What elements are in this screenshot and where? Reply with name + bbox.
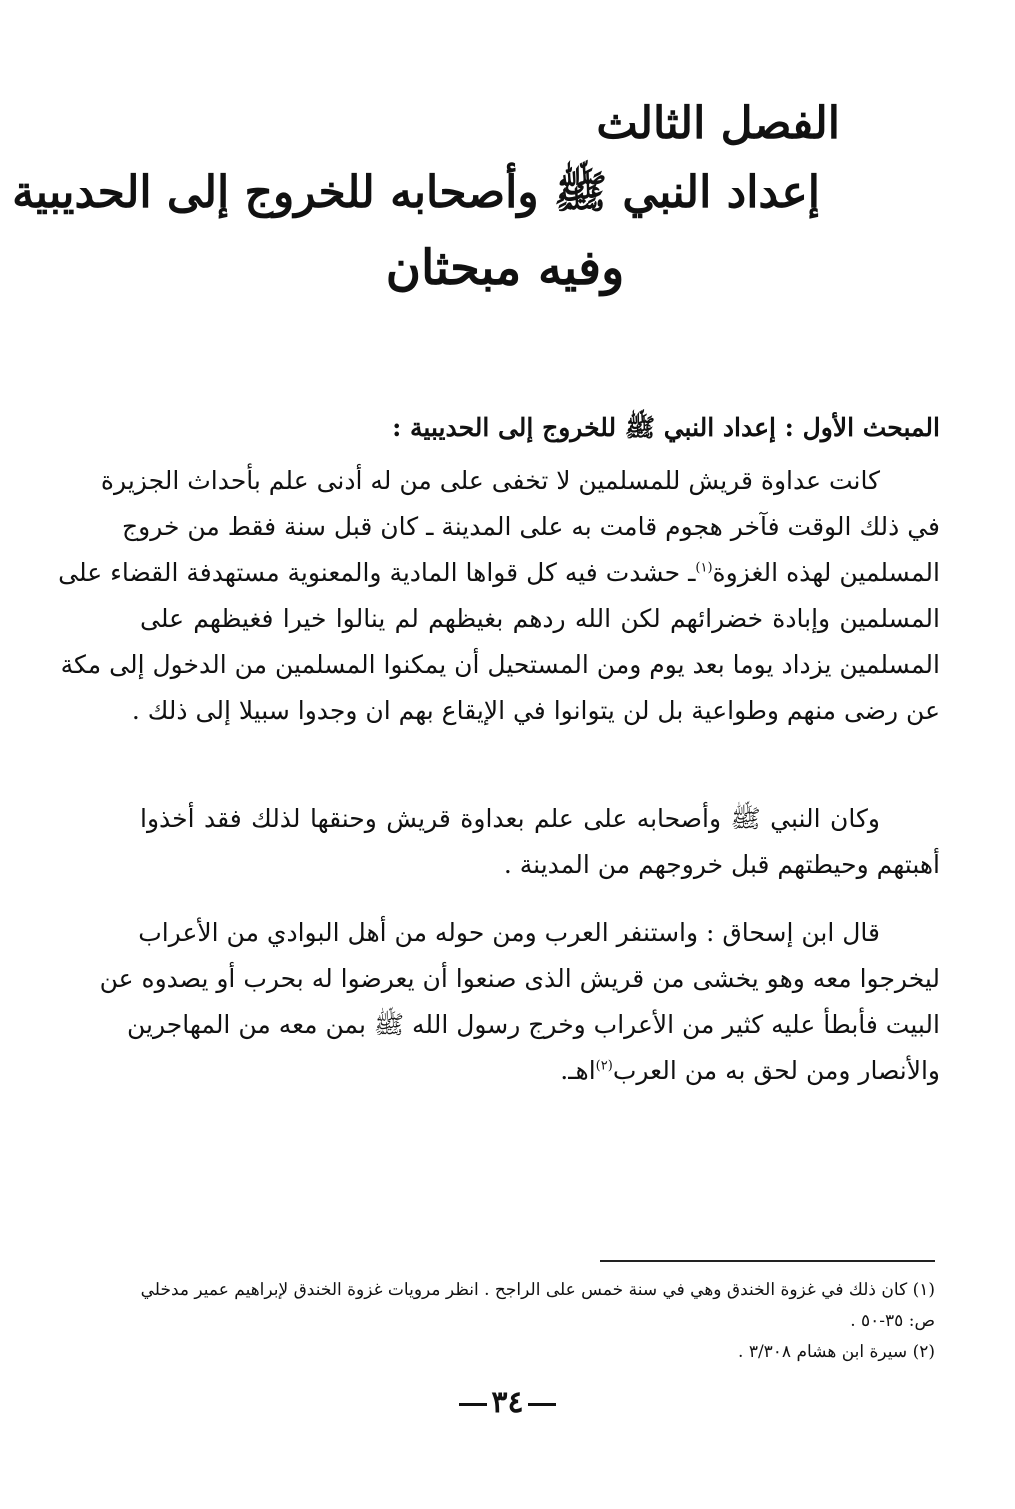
paragraph-line: ليخرجوا معه وهو يخشى من قريش الذى صنعوا أن يعرضوا له بحرب أو يصدوه عن [99,964,940,993]
paragraph-line: المسلمين يزداد يوما بعد يوم ومن المستحيل أن يمكنوا المسلمين من الدخول إلى مكة [60,650,940,679]
paragraph-line: البيت فأبطأ عليه كثير من الأعراب وخرج رسول الله ﷺ بمن معه من المهاجرين [126,1010,940,1039]
chapter-subtitle: وفيه مبحثان [385,240,625,296]
dash-left [528,1403,556,1406]
paragraph-line: كانت عداوة قريش للمسلمين لا تخفى على من له أدنى علم بأحداث الجزيرة [100,466,880,495]
paragraph-2 [140,796,940,888]
footnote-divider [600,1260,935,1262]
page-number-value: ٣٤ [491,1385,524,1420]
paragraph-3 [99,910,940,1094]
paragraph-line-with-footnote [58,550,940,596]
dash-right [459,1403,487,1406]
footnote-1-continuation: ص: ٣٥-٥٠ . [850,1311,935,1331]
paragraph-1 [58,458,940,734]
paragraph-line-part: اهـ. [560,1056,596,1085]
section-heading: المبحث الأول : إعداد النبي ﷺ للخروج إلى الحديبية : [392,413,940,442]
paragraph-line-with-footnote [140,1048,940,1094]
footnote-1: (١) كان ذلك في غزوة الخندق وهي في سنة خمس على الراجح . انظر مرويات غزوة الخندق لإبراهيم عمير مدخلي [140,1280,935,1300]
paragraph-line: المسلمين وإبادة خضرائهم لكن الله ردهم بغيظهم لم ينالوا خيرا فغيظهم على [140,604,940,633]
footnote-2: (٢) سيرة ابن هشام ٣/٣٠٨ . [738,1342,935,1362]
chapter-title: إعداد النبي ﷺ وأصحابه للخروج إلى الحديبية [12,167,820,218]
footnote-ref-1: (١) [695,560,713,576]
paragraph-line: في ذلك الوقت فآخر هجوم قامت به على المدينة ـ كان قبل سنة فقط من خروج [122,512,940,541]
paragraph-line-part: والأنصار ومن لحق به من العرب [612,1056,940,1085]
footnotes [135,1275,935,1368]
chapter-label: الفصل الثالث [596,98,840,149]
paragraph-line: وكان النبي ﷺ وأصحابه على علم بعداوة قريش وحنقها لذلك فقد أخذوا [140,804,880,833]
paragraph-line-part: ـ حشدت فيه كل قواها المادية والمعنوية مستهدفة القضاء على [58,558,696,587]
paragraph-line: قال ابن إسحاق : واستنفر العرب ومن حوله من أهل البوادي من الأعراب [138,918,880,947]
paragraph-line: عن رضى منهم وطواعية بل لن يتوانوا في الإيقاع بهم ان وجدوا سبيلا إلى ذلك . [131,696,940,725]
paragraph-line: أهبتهم وحيطتهم قبل خروجهم من المدينة . [503,850,940,879]
paragraph-line-part: المسلمين لهذه الغزوة [712,558,940,587]
page-number [0,1385,1015,1420]
footnote-ref-2: (٢) [595,1058,613,1074]
